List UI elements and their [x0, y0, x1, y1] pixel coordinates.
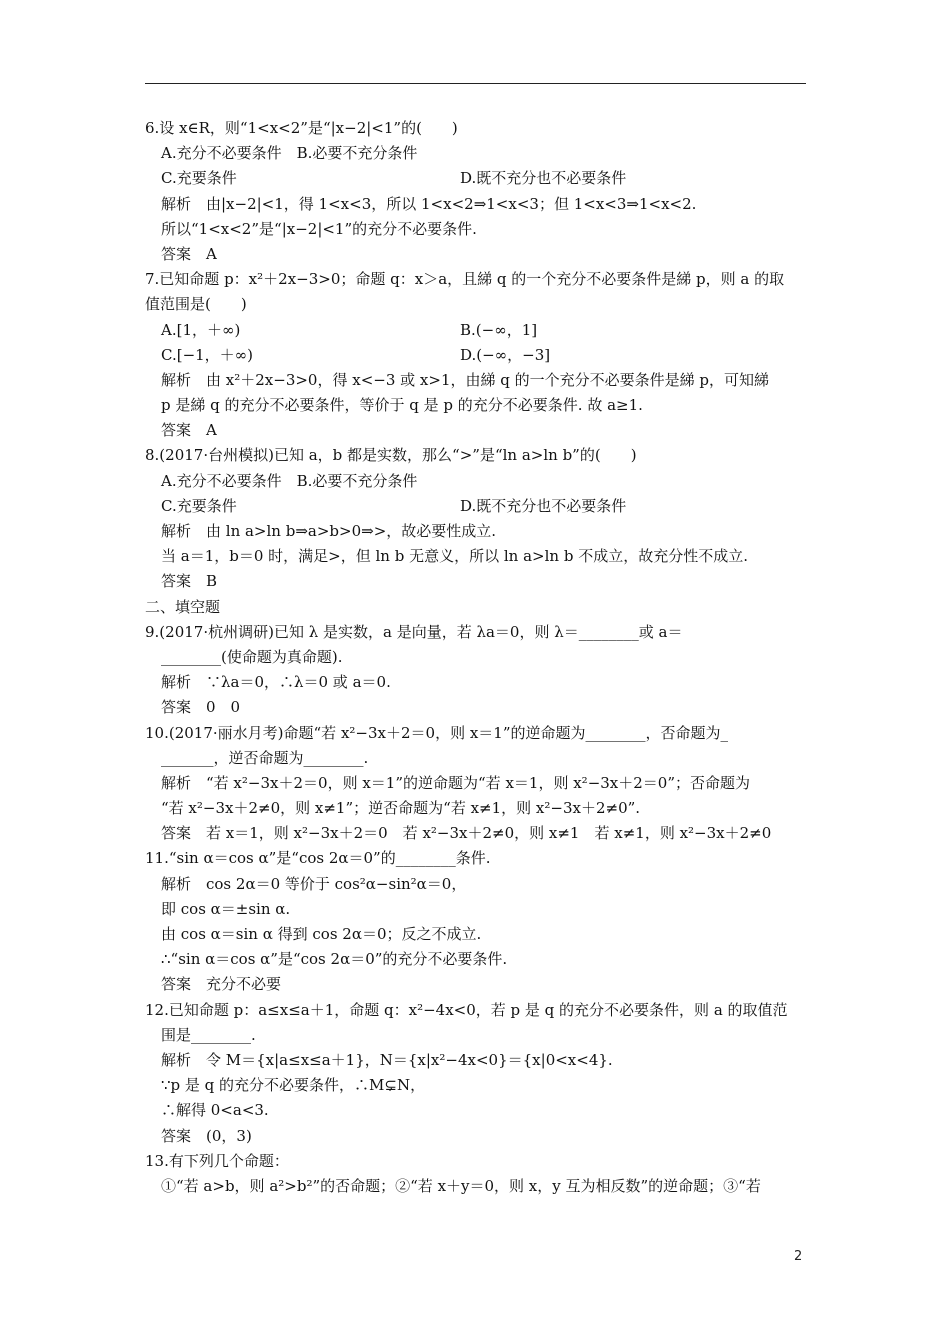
line-text: 解析 “若 x²−3x＋2＝0，则 x＝1”的逆命题为“若 x＝1，则 x²−3x＋2＝0”；否命题为: [161, 773, 751, 792]
line-text: 解析 由 x²＋2x−3>0，得 x<−3 或 x>1，由綈 q 的一个充分不必要条件是綈 p，可知綈: [161, 370, 769, 389]
line-text: 8.(2017·台州模拟)已知 a，b 都是实数，那么“>”是“ln a>ln b”的( ): [145, 446, 637, 465]
text-line: [145, 116, 810, 141]
text-line: [145, 1174, 810, 1199]
text-line: [145, 166, 810, 191]
line-text: 解析 令 M＝{x|a≤x≤a＋1}，N＝{x|x²−4x<0}＝{x|0<x<4}.: [161, 1050, 613, 1069]
text-line: [145, 267, 810, 292]
line-text: 答案 (0，3): [161, 1126, 252, 1145]
text-line: [145, 695, 810, 720]
option-right-column: D.(−∞，−3]: [460, 345, 551, 364]
text-line: [145, 318, 810, 343]
option-right-column: D.既不充分也不必要条件: [460, 496, 627, 515]
text-line: [145, 242, 810, 267]
line-text: ________(使命题为真命题).: [161, 647, 343, 666]
line-text: 解析 由 ln a>ln b⇒a>b>0⇒>，故必要性成立.: [161, 522, 497, 540]
page-content: [145, 116, 810, 1199]
header-rule: [145, 83, 806, 84]
line-text: 值范围是( ): [145, 295, 247, 314]
text-line: [145, 418, 810, 443]
line-text: ∴“sin α＝cos α”是“cos 2α＝0”的充分不必要条件.: [161, 950, 508, 969]
text-line: [145, 393, 810, 418]
line-text: ①“若 a>b，则 a²>b²”的否命题；②“若 x＋y＝0，则 x，y 互为相反数”的逆命题；③“若: [161, 1176, 761, 1195]
text-line: [145, 998, 810, 1023]
text-line: [145, 443, 810, 468]
text-line: [145, 872, 810, 897]
text-line: [145, 569, 810, 594]
option-right-column: B.(−∞，1]: [460, 320, 538, 339]
line-text: 所以“1<x<2”是“|x−2|<1”的充分不必要条件.: [161, 219, 477, 238]
line-text: A.充分不必要条件 B.必要不充分条件: [161, 471, 418, 490]
text-line: [145, 141, 810, 166]
text-line: [145, 620, 810, 645]
text-line: [145, 368, 810, 393]
line-text: 9.(2017·杭州调研)已知 λ 是实数，a 是向量，若 λa＝0，则 λ＝________或 a＝: [145, 622, 683, 641]
line-text: 11.“sin α＝cos α”是“cos 2α＝0”的________条件.: [145, 849, 491, 868]
line-text: 答案 若 x＝1，则 x²−3x＋2＝0 若 x²−3x＋2≠0，则 x≠1 若 x≠1，则 x²−3x＋2≠0: [161, 824, 772, 843]
line-text: 7.已知命题 p：x²＋2x−3>0；命题 q：x＞a，且綈 q 的一个充分不必要条件是綈 p，则 a 的取: [145, 270, 785, 289]
text-line: [145, 519, 810, 544]
line-text: 答案 A: [161, 421, 217, 440]
text-line: [145, 897, 810, 922]
text-line: [145, 670, 810, 695]
line-text: 即 cos α＝±sin α.: [161, 899, 291, 918]
text-line: [145, 721, 810, 746]
text-line: [145, 1098, 810, 1123]
text-line: [145, 947, 810, 972]
line-text: 10.(2017·丽水月考)命题“若 x²−3x＋2＝0，则 x＝1”的逆命题为________，否命题为_: [145, 723, 729, 742]
line-text: 答案 A: [161, 244, 217, 263]
text-line: [145, 469, 810, 494]
line-text: C.[−1，＋∞): [161, 345, 254, 364]
line-text: A.充分不必要条件 B.必要不充分条件: [161, 144, 418, 163]
line-text: C.充要条件: [161, 169, 237, 188]
line-text: 解析 ∵λa＝0，∴λ＝0 或 a＝0.: [161, 673, 391, 692]
text-line: [145, 544, 810, 569]
text-line: [145, 1023, 810, 1048]
text-line: [145, 1048, 810, 1073]
line-text: “若 x²−3x＋2≠0，则 x≠1”；逆否命题为“若 x≠1，则 x²−3x＋2≠0”.: [161, 799, 641, 818]
line-text: 二、填空题: [145, 597, 221, 616]
text-line: [145, 846, 810, 871]
line-text: 13.有下列几个命题：: [145, 1151, 289, 1170]
line-text: 围是________.: [161, 1025, 256, 1044]
line-text: ∴解得 0<a<3.: [161, 1101, 269, 1120]
line-text: 答案 B: [161, 572, 218, 591]
text-line: [145, 217, 810, 242]
text-line: [145, 771, 810, 796]
line-text: 答案 充分不必要: [161, 975, 282, 994]
text-line: [145, 796, 810, 821]
text-line: [145, 821, 810, 846]
line-text: ∵p 是 q 的充分不必要条件，∴M⊊N，: [161, 1076, 426, 1095]
line-text: _______，逆否命题为________.: [161, 748, 369, 767]
line-text: 解析 由|x−2|<1，得 1<x<3，所以 1<x<2⇒1<x<3；但 1<x<3⇒1<x<2.: [161, 194, 697, 213]
text-line: [145, 494, 810, 519]
text-line: [145, 343, 810, 368]
line-text: A.[1，＋∞): [161, 320, 241, 339]
page-number: 2: [794, 1249, 803, 1264]
text-line: [145, 645, 810, 670]
text-line: [145, 1124, 810, 1149]
line-text: 6.设 x∈R，则“1<x<2”是“|x−2|<1”的( ): [145, 119, 458, 137]
line-text: C.充要条件: [161, 496, 237, 515]
text-line: [145, 972, 810, 997]
line-text: p 是綈 q 的充分不必要条件，等价于 q 是 p 的充分不必要条件. 故 a≥1.: [161, 396, 643, 415]
text-line: [145, 1149, 810, 1174]
text-line: [145, 595, 810, 620]
line-text: 当 a＝1，b＝0 时，满足>，但 ln b 无意义，所以 ln a>ln b 不成立，故充分性不成立.: [161, 547, 748, 566]
line-text: 答案 0 0: [161, 698, 241, 717]
line-text: 解析 cos 2α＝0 等价于 cos²α−sin²α＝0，: [161, 874, 467, 893]
line-text: 12.已知命题 p：a≤x≤a＋1，命题 q：x²−4x<0，若 p 是 q 的充分不必要条件，则 a 的取值范: [145, 1000, 788, 1019]
text-line: [145, 922, 810, 947]
option-right-column: D.既不充分也不必要条件: [460, 169, 627, 188]
text-line: [145, 746, 810, 771]
line-text: 由 cos α＝sin α 得到 cos 2α＝0；反之不成立.: [161, 925, 482, 943]
text-line: [145, 1073, 810, 1098]
text-line: [145, 192, 810, 217]
text-line: [145, 292, 810, 317]
